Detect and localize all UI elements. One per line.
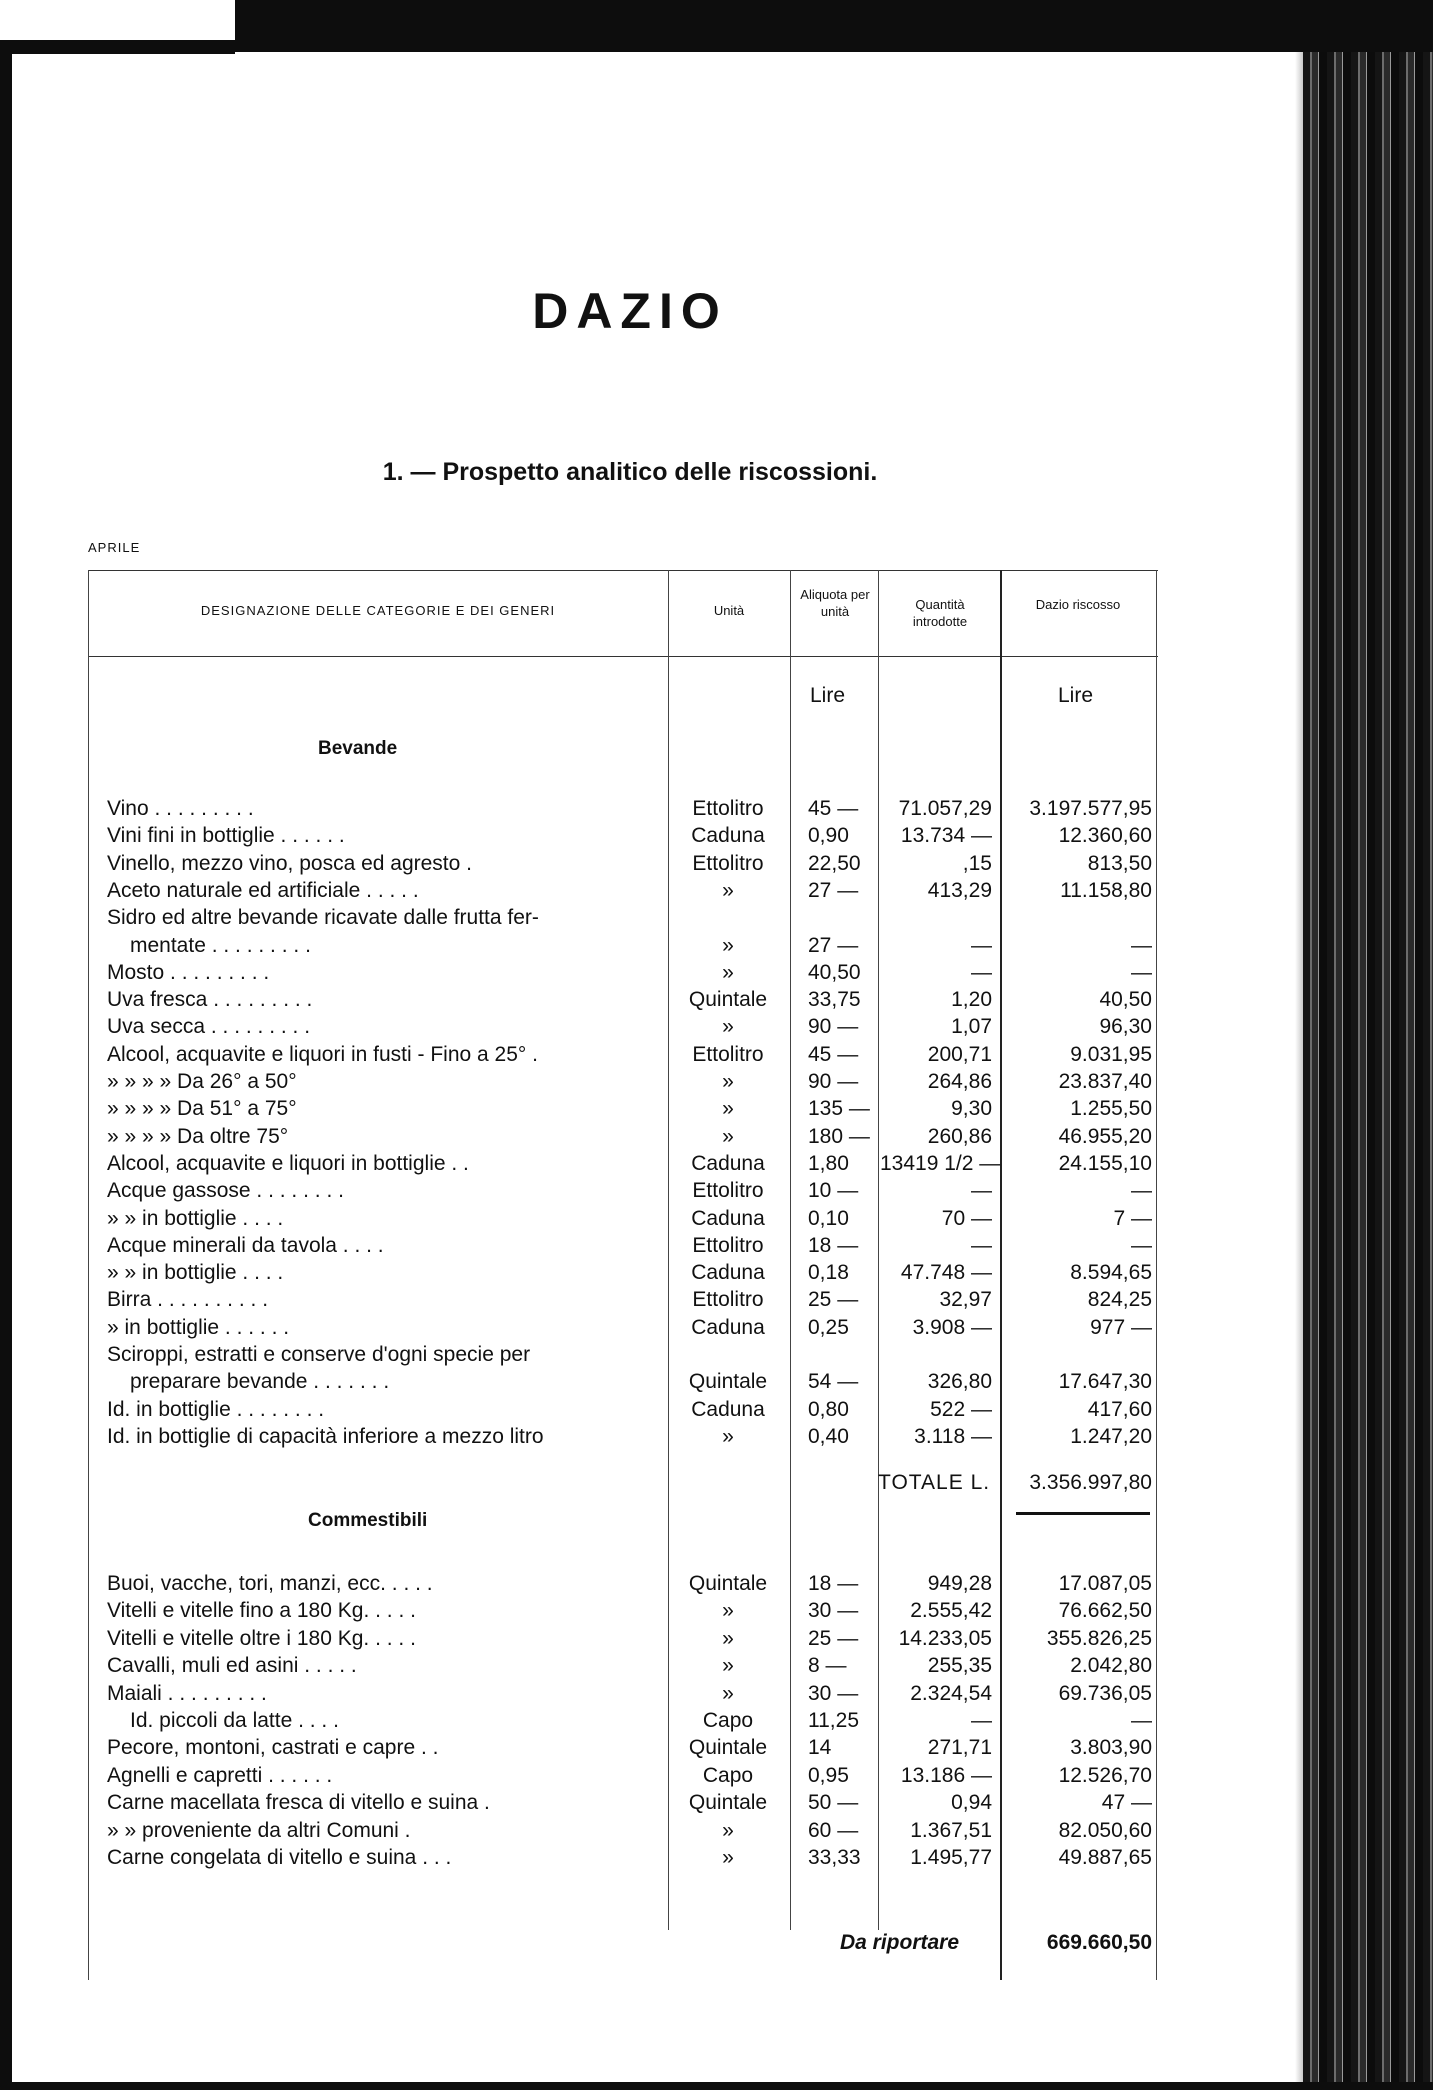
row-rate: 0,95 bbox=[808, 1763, 849, 1787]
row-rate: 30 — bbox=[808, 1681, 859, 1705]
row-rate: 1,80 bbox=[808, 1151, 849, 1175]
row-unit: » bbox=[722, 1424, 734, 1448]
row-unit: Quintale bbox=[688, 1736, 768, 1760]
row-description: Uva secca . . . . . . . . . bbox=[107, 1015, 311, 1039]
scan-border-bottom bbox=[0, 2082, 1433, 2090]
row-description: Maiali . . . . . . . . . bbox=[107, 1681, 267, 1705]
row-rate: 27 — bbox=[808, 878, 859, 902]
row-duty: 824,25 bbox=[1087, 1288, 1152, 1312]
row-quantity: 14.233,05 bbox=[898, 1626, 992, 1650]
page-title: DAZIO bbox=[532, 283, 728, 339]
row-unit: Caduna bbox=[691, 1315, 765, 1339]
row-unit: Ettolitro bbox=[692, 1233, 764, 1257]
row-duty: 1.247,20 bbox=[1070, 1424, 1152, 1448]
scan-border-top bbox=[235, 0, 1433, 52]
row-duty: — bbox=[1131, 960, 1152, 984]
row-description: Vini fini in bottiglie . . . . . . bbox=[107, 824, 345, 848]
row-description: Acque minerali da tavola . . . . bbox=[107, 1233, 384, 1257]
row-description: » » in bottiglie . . . . bbox=[107, 1206, 284, 1230]
row-rate: 45 — bbox=[808, 1042, 859, 1066]
row-description: Id. piccoli da latte . . . . bbox=[130, 1709, 339, 1732]
row-rate: 25 — bbox=[808, 1288, 859, 1312]
row-rate: 33,75 bbox=[808, 988, 861, 1012]
row-unit: Quintale bbox=[688, 988, 768, 1012]
row-description: » » in bottiglie . . . . bbox=[107, 1261, 284, 1285]
row-quantity: 413,29 bbox=[927, 878, 992, 902]
row-unit: Ettolitro bbox=[692, 1179, 764, 1203]
row-unit: » bbox=[722, 1654, 734, 1678]
row-unit: » bbox=[722, 960, 734, 984]
row-quantity: 32,97 bbox=[939, 1288, 992, 1312]
month-label: APRILE bbox=[88, 540, 141, 555]
scan-page-edge bbox=[1295, 52, 1303, 2090]
row-rate: 50 — bbox=[808, 1791, 859, 1815]
scan-border-left bbox=[0, 40, 12, 2090]
row-rate: 30 — bbox=[808, 1599, 859, 1623]
row-rate: 40,50 bbox=[808, 960, 861, 984]
scan-border-right bbox=[1303, 52, 1433, 2090]
row-quantity: 522 — bbox=[930, 1397, 992, 1421]
row-unit: » bbox=[722, 1846, 734, 1869]
row-description: Vitelli e vitelle oltre i 180 Kg. . . . . bbox=[107, 1626, 416, 1650]
row-description: Id. in bottiglie di capacità inferiore a mezzo litro bbox=[107, 1424, 544, 1448]
row-rate: 10 — bbox=[808, 1179, 859, 1203]
row-quantity: 255,35 bbox=[927, 1654, 992, 1678]
row-quantity: 326,80 bbox=[927, 1370, 992, 1394]
row-unit: » bbox=[722, 878, 734, 902]
row-unit: Capo bbox=[702, 1709, 754, 1732]
row-duty: 813,50 bbox=[1087, 851, 1152, 875]
row-duty: 47 — bbox=[1101, 1791, 1152, 1815]
header-rate: Aliquota per unità bbox=[800, 587, 870, 619]
row-duty: 49.887,65 bbox=[1058, 1846, 1152, 1869]
row-quantity: 2.555,42 bbox=[910, 1599, 992, 1623]
row-quantity: 13.734 — bbox=[900, 824, 992, 848]
row-rate: 25 — bbox=[808, 1626, 859, 1650]
row-description: Pecore, montoni, castrati e capre . . bbox=[107, 1736, 439, 1760]
row-rate: 8 — bbox=[808, 1654, 847, 1678]
row-rate: 0,80 bbox=[808, 1397, 849, 1421]
row-description: Carne congelata di vitello e suina . . . bbox=[107, 1846, 452, 1869]
total-label: TOTALE L. bbox=[878, 1471, 991, 1494]
row-rate: 11,25 bbox=[808, 1709, 859, 1732]
row-description: Uva fresca . . . . . . . . . bbox=[107, 988, 313, 1012]
row-unit: Quintale bbox=[688, 1572, 768, 1595]
row-duty: 12.360,60 bbox=[1058, 824, 1152, 848]
row-quantity: 0,94 bbox=[951, 1791, 992, 1815]
row-unit: » bbox=[722, 1626, 734, 1650]
row-duty: 9.031,95 bbox=[1070, 1042, 1152, 1066]
rate-currency: Lire bbox=[810, 684, 846, 707]
row-rate: 180 — bbox=[808, 1124, 870, 1148]
carry-forward-value: 669.660,50 bbox=[1046, 1931, 1152, 1954]
row-description: Aceto naturale ed artificiale . . . . . bbox=[107, 878, 419, 902]
row-rate: 90 — bbox=[808, 1015, 859, 1039]
row-rate: 22,50 bbox=[808, 851, 861, 875]
row-description: Carne macellata fresca di vitello e suina . bbox=[107, 1791, 490, 1815]
row-description: Cavalli, muli ed asini . . . . . bbox=[107, 1654, 357, 1678]
row-quantity: 70 — bbox=[941, 1206, 992, 1230]
scan-border-corner bbox=[0, 40, 235, 54]
row-description: » in bottiglie . . . . . . bbox=[107, 1315, 290, 1339]
row-unit: Caduna bbox=[691, 1151, 765, 1175]
row-description: » » » » Da oltre 75° bbox=[107, 1124, 289, 1148]
row-unit: Ettolitro bbox=[692, 851, 764, 875]
row-description: preparare bevande . . . . . . . bbox=[130, 1370, 390, 1394]
row-duty: 11.158,80 bbox=[1060, 878, 1152, 902]
row-duty: 23.837,40 bbox=[1058, 1070, 1152, 1093]
row-duty: 12.526,70 bbox=[1058, 1763, 1152, 1787]
row-duty: 46.955,20 bbox=[1058, 1124, 1152, 1148]
row-quantity: 264,86 bbox=[927, 1070, 992, 1093]
row-duty: 96,30 bbox=[1099, 1015, 1152, 1039]
row-rate: 0,90 bbox=[808, 824, 849, 848]
row-duty: 7 — bbox=[1113, 1206, 1152, 1230]
row-duty: 2.042,80 bbox=[1070, 1654, 1152, 1678]
row-unit: » bbox=[722, 1097, 734, 1121]
row-rate: 54 — bbox=[808, 1370, 859, 1394]
row-quantity: 9,30 bbox=[951, 1097, 992, 1121]
row-quantity: — bbox=[971, 1709, 992, 1732]
row-duty: 3.803,90 bbox=[1070, 1736, 1152, 1760]
row-unit: Caduna bbox=[691, 1206, 765, 1230]
row-unit: » bbox=[722, 1070, 734, 1093]
carry-forward-label: Da riportare bbox=[840, 1931, 960, 1954]
row-duty: 17.087,05 bbox=[1058, 1572, 1152, 1595]
row-quantity: 200,71 bbox=[927, 1042, 992, 1066]
row-rate: 18 — bbox=[808, 1233, 859, 1257]
row-description: Buoi, vacche, tori, manzi, ecc. . . . . bbox=[107, 1572, 433, 1595]
row-quantity: ,15 bbox=[962, 851, 992, 875]
scan-margin bbox=[0, 0, 235, 40]
row-rate: 27 — bbox=[808, 933, 859, 957]
row-rate: 0,40 bbox=[808, 1424, 849, 1448]
row-unit: Ettolitro bbox=[692, 1042, 764, 1066]
duty-currency: Lire bbox=[1058, 684, 1094, 707]
row-duty: 417,60 bbox=[1087, 1397, 1152, 1421]
row-unit: » bbox=[722, 1599, 734, 1623]
row-rate: 0,10 bbox=[808, 1206, 849, 1230]
row-quantity: 3.118 — bbox=[914, 1424, 992, 1448]
row-duty: 355.826,25 bbox=[1046, 1626, 1152, 1650]
row-duty: 3.197.577,95 bbox=[1029, 797, 1152, 820]
row-description: Vino . . . . . . . . . bbox=[107, 797, 254, 820]
row-rate: 90 — bbox=[808, 1070, 859, 1093]
row-duty: 977 — bbox=[1090, 1315, 1152, 1339]
total-rule bbox=[1016, 1512, 1150, 1515]
row-quantity: 1.367,51 bbox=[910, 1818, 992, 1842]
row-rate: 60 — bbox=[808, 1818, 859, 1842]
row-description: Mosto . . . . . . . . . bbox=[107, 960, 270, 984]
page-subtitle: 1. — Prospetto analitico delle riscossioni. bbox=[382, 458, 878, 486]
row-quantity: — bbox=[971, 933, 992, 957]
row-quantity: 271,71 bbox=[927, 1736, 992, 1760]
row-rate: 33,33 bbox=[808, 1846, 861, 1869]
section-bevande-heading: Bevande bbox=[318, 738, 398, 759]
row-unit: Caduna bbox=[691, 1397, 765, 1421]
row-unit: Ettolitro bbox=[692, 797, 764, 820]
row-duty: 24.155,10 bbox=[1058, 1151, 1152, 1175]
section-commestibili-heading: Commestibili bbox=[308, 1510, 428, 1531]
row-description: Alcool, acquavite e liquori in bottiglie . . bbox=[107, 1151, 469, 1175]
header-quantity: Quantità introdotte bbox=[912, 597, 968, 629]
row-unit: Quintale bbox=[688, 1791, 768, 1815]
header-duty: Dazio riscosso bbox=[1035, 597, 1121, 612]
row-description: Alcool, acquavite e liquori in fusti - Fino a 25° . bbox=[107, 1042, 538, 1066]
row-description: Vinello, mezzo vino, posca ed agresto . bbox=[107, 851, 472, 875]
row-unit: Caduna bbox=[691, 1261, 765, 1285]
row-description: Birra . . . . . . . . . . bbox=[107, 1288, 269, 1312]
row-duty: 17.647,30 bbox=[1058, 1370, 1152, 1394]
row-unit: Ettolitro bbox=[692, 1288, 764, 1312]
row-duty: 40,50 bbox=[1099, 988, 1152, 1012]
row-description: » » proveniente da altri Comuni . bbox=[107, 1818, 411, 1842]
row-quantity: 2.324,54 bbox=[910, 1681, 992, 1705]
total-value: 3.356.997,80 bbox=[1029, 1471, 1152, 1494]
row-unit: Quintale bbox=[688, 1370, 768, 1394]
row-quantity: 3.908 — bbox=[912, 1315, 992, 1339]
row-rate: 0,18 bbox=[808, 1261, 849, 1285]
row-quantity: 71.057,29 bbox=[898, 797, 992, 820]
row-quantity: 1,07 bbox=[951, 1015, 992, 1039]
row-quantity: — bbox=[971, 960, 992, 984]
row-rate: 18 — bbox=[808, 1572, 859, 1595]
row-quantity: 1,20 bbox=[951, 988, 992, 1012]
row-rate: 14 bbox=[808, 1736, 832, 1760]
row-quantity: — bbox=[971, 1233, 992, 1257]
row-description: » » » » Da 51° a 75° bbox=[107, 1097, 297, 1121]
row-unit: » bbox=[722, 1124, 734, 1148]
row-duty: 8.594,65 bbox=[1070, 1261, 1152, 1285]
row-unit: Capo bbox=[702, 1763, 754, 1787]
row-quantity: 13.186 — bbox=[900, 1763, 992, 1787]
row-unit: Caduna bbox=[691, 824, 765, 848]
row-duty: — bbox=[1131, 1233, 1152, 1257]
row-duty: — bbox=[1131, 933, 1152, 957]
row-description: » » » » Da 26° a 50° bbox=[107, 1070, 297, 1093]
header-unit: Unità bbox=[713, 603, 745, 618]
row-duty: — bbox=[1131, 1179, 1152, 1203]
row-duty: — bbox=[1131, 1709, 1152, 1732]
row-duty: 69.736,05 bbox=[1058, 1681, 1152, 1705]
row-rate: 45 — bbox=[808, 797, 859, 820]
row-quantity: 260,86 bbox=[927, 1124, 992, 1148]
row-description: Id. in bottiglie . . . . . . . . bbox=[107, 1397, 325, 1421]
row-unit: » bbox=[722, 933, 734, 957]
row-description: Sidro ed altre bevande ricavate dalle frutta fer- bbox=[107, 906, 539, 930]
row-quantity: 13419 1/2 — bbox=[880, 1151, 1001, 1175]
row-description: mentate . . . . . . . . . bbox=[130, 933, 311, 957]
row-description: Acque gassose . . . . . . . . bbox=[107, 1179, 344, 1203]
row-quantity: 47.748 — bbox=[900, 1261, 992, 1285]
row-unit: » bbox=[722, 1015, 734, 1039]
row-quantity: — bbox=[971, 1179, 992, 1203]
header-description: DESIGNAZIONE DELLE CATEGORIE E DEI GENERI bbox=[200, 603, 556, 618]
row-rate: 135 — bbox=[808, 1097, 870, 1121]
row-rate: 0,25 bbox=[808, 1315, 849, 1339]
row-duty: 76.662,50 bbox=[1058, 1599, 1152, 1623]
row-description: Agnelli e capretti . . . . . . bbox=[107, 1763, 333, 1787]
row-unit: » bbox=[722, 1818, 734, 1842]
row-duty: 1.255,50 bbox=[1070, 1097, 1152, 1121]
row-quantity: 949,28 bbox=[927, 1572, 992, 1595]
row-quantity: 1.495,77 bbox=[910, 1846, 992, 1869]
row-description: Vitelli e vitelle fino a 180 Kg. . . . . bbox=[107, 1599, 416, 1623]
row-unit: » bbox=[722, 1681, 734, 1705]
row-duty: 82.050,60 bbox=[1058, 1818, 1152, 1842]
row-description: Sciroppi, estratti e conserve d'ogni specie per bbox=[107, 1343, 531, 1366]
